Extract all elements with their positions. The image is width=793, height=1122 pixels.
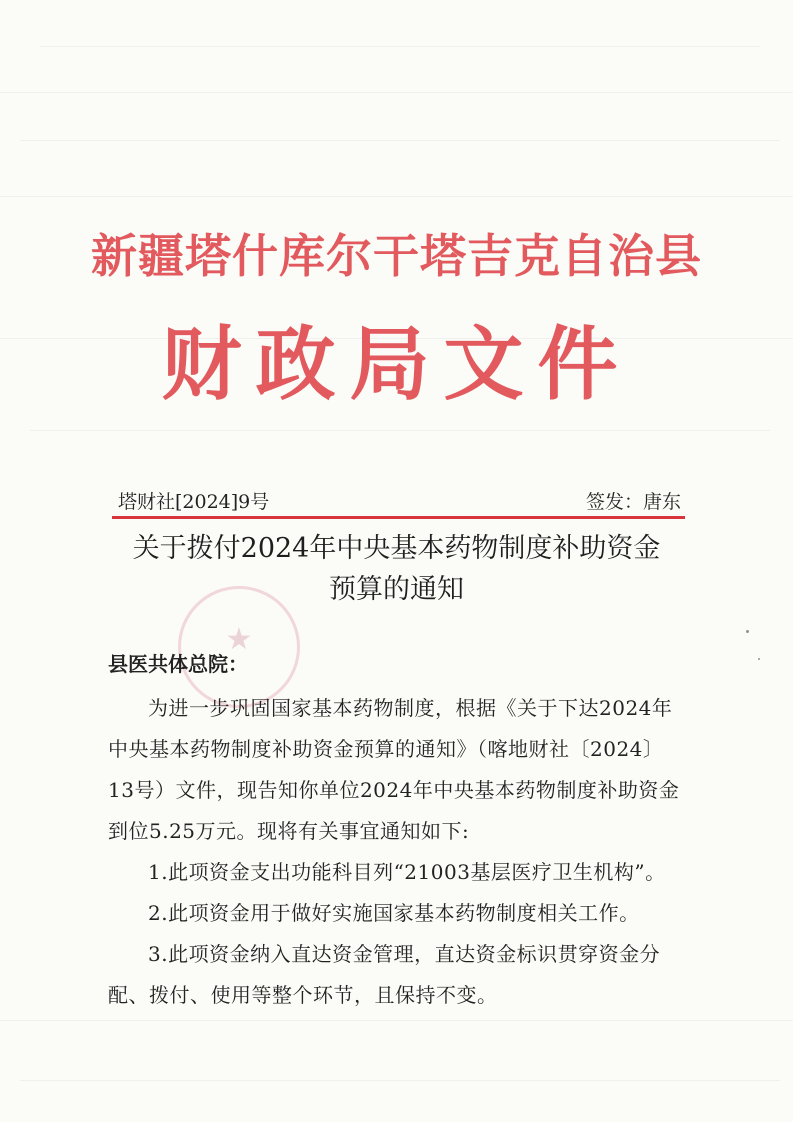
scan-artifact xyxy=(0,196,793,197)
body-item-3: 3.此项资金纳入直达资金管理，直达资金标识贯穿资金分配、拨付、使用等整个环节，且保持不变。 xyxy=(108,942,661,1007)
document-body xyxy=(108,688,688,1016)
scan-speck xyxy=(758,658,760,660)
scan-artifact xyxy=(0,92,793,93)
title-line-2: 预算的通知 xyxy=(329,574,464,605)
addressee: 县医共体总院： xyxy=(108,652,248,676)
scan-artifact xyxy=(20,140,780,141)
body-item-2: 2.此项资金用于做好实施国家基本药物制度相关工作。 xyxy=(148,901,640,925)
red-separator-rule xyxy=(112,516,685,519)
document-type-heading: 财政局文件 xyxy=(161,318,632,411)
seal-star-icon: ★ xyxy=(225,622,253,657)
scan-artifact xyxy=(0,1020,793,1021)
document-number: 塔财社[2024]9号 xyxy=(118,491,270,513)
scan-artifact xyxy=(40,46,760,47)
document-title xyxy=(0,528,793,610)
scan-artifact xyxy=(30,430,770,431)
body-paragraph: 为进一步巩固国家基本药物制度，根据《关于下达2024年中央基本药物制度补助资金预算的通知》（喀地财社〔2024〕13号）文件，现告知你单位2024年中央基本药物制度补助资金到位5.25万元。现将有关事宜通知如下: xyxy=(108,696,680,843)
title-line-1: 关于拨付2024年中央基本药物制度补助资金 xyxy=(132,533,661,564)
issuing-authority-name: 新疆塔什库尔干塔吉克自治县 xyxy=(91,229,702,283)
scan-artifact xyxy=(20,1080,780,1081)
body-item-1: 1.此项资金支出功能科目列“21003基层医疗卫生机构”。 xyxy=(148,860,666,884)
signer-label: 签发：唐东 xyxy=(585,491,681,513)
scan-speck xyxy=(746,630,749,633)
